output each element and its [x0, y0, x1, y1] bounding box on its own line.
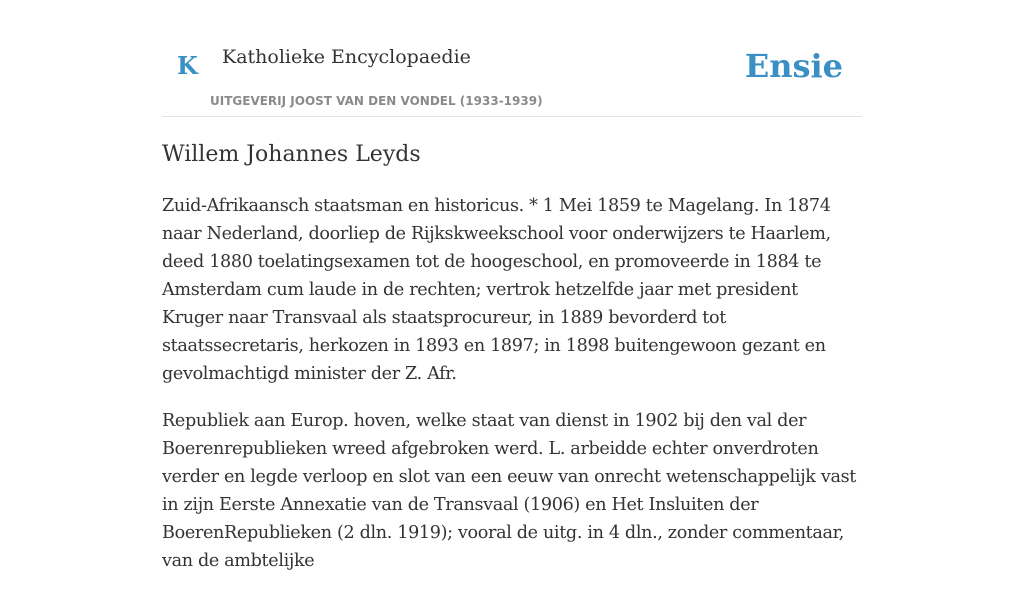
article-paragraph: Zuid-Afrikaansch staatsman en historicus. * 1 Mei 1859 te Magelang. In 1874 naar Nederland, doorliep de Rijkskweekschool voor onderwijzers te Haarlem, deed 1880 toelatingsexamen tot de hoogeschool, en promoveerde in 1884 te Amsterdam cum laude in de rechten; vertrok hetzelfde jaar met president Kruger naar Transvaal als staatsprocureur, in 1889 bevorderd tot staatssecretaris, herkozen in 1893 en 1897; in 1898 buitengewoon gezant en gevolmachtigd minister der Z. Afr.: [162, 196, 831, 384]
site-header: [162, 0, 862, 117]
article-paragraph: Republiek aan Europ. hoven, welke staat van dienst in 1902 bij den val der Boerenrepublieken wreed afgebroken werd. L. arbeidde echter onverdroten verder en legde verloop en slot van een eeuw van onrecht wetenschappelijk vast in zijn Eerste Annexatie van de Transvaal (1906) en Het Insluiten der BoerenRepublieken (2 dln. 1919); vooral de uitg. in 4 dln., zonder commentaar, van de ambtelijke: [162, 411, 856, 571]
article-body: [162, 192, 862, 594]
encyclopedia-logo-icon[interactable]: K: [177, 51, 198, 80]
site-title[interactable]: Katholieke Encyclopaedie: [222, 46, 471, 68]
site-subtitle: UITGEVERIJ JOOST VAN DEN VONDEL (1933-1939): [210, 94, 543, 108]
brand-logo[interactable]: Ensie: [744, 47, 843, 85]
article-title: Willem Johannes Leyds: [162, 142, 421, 167]
